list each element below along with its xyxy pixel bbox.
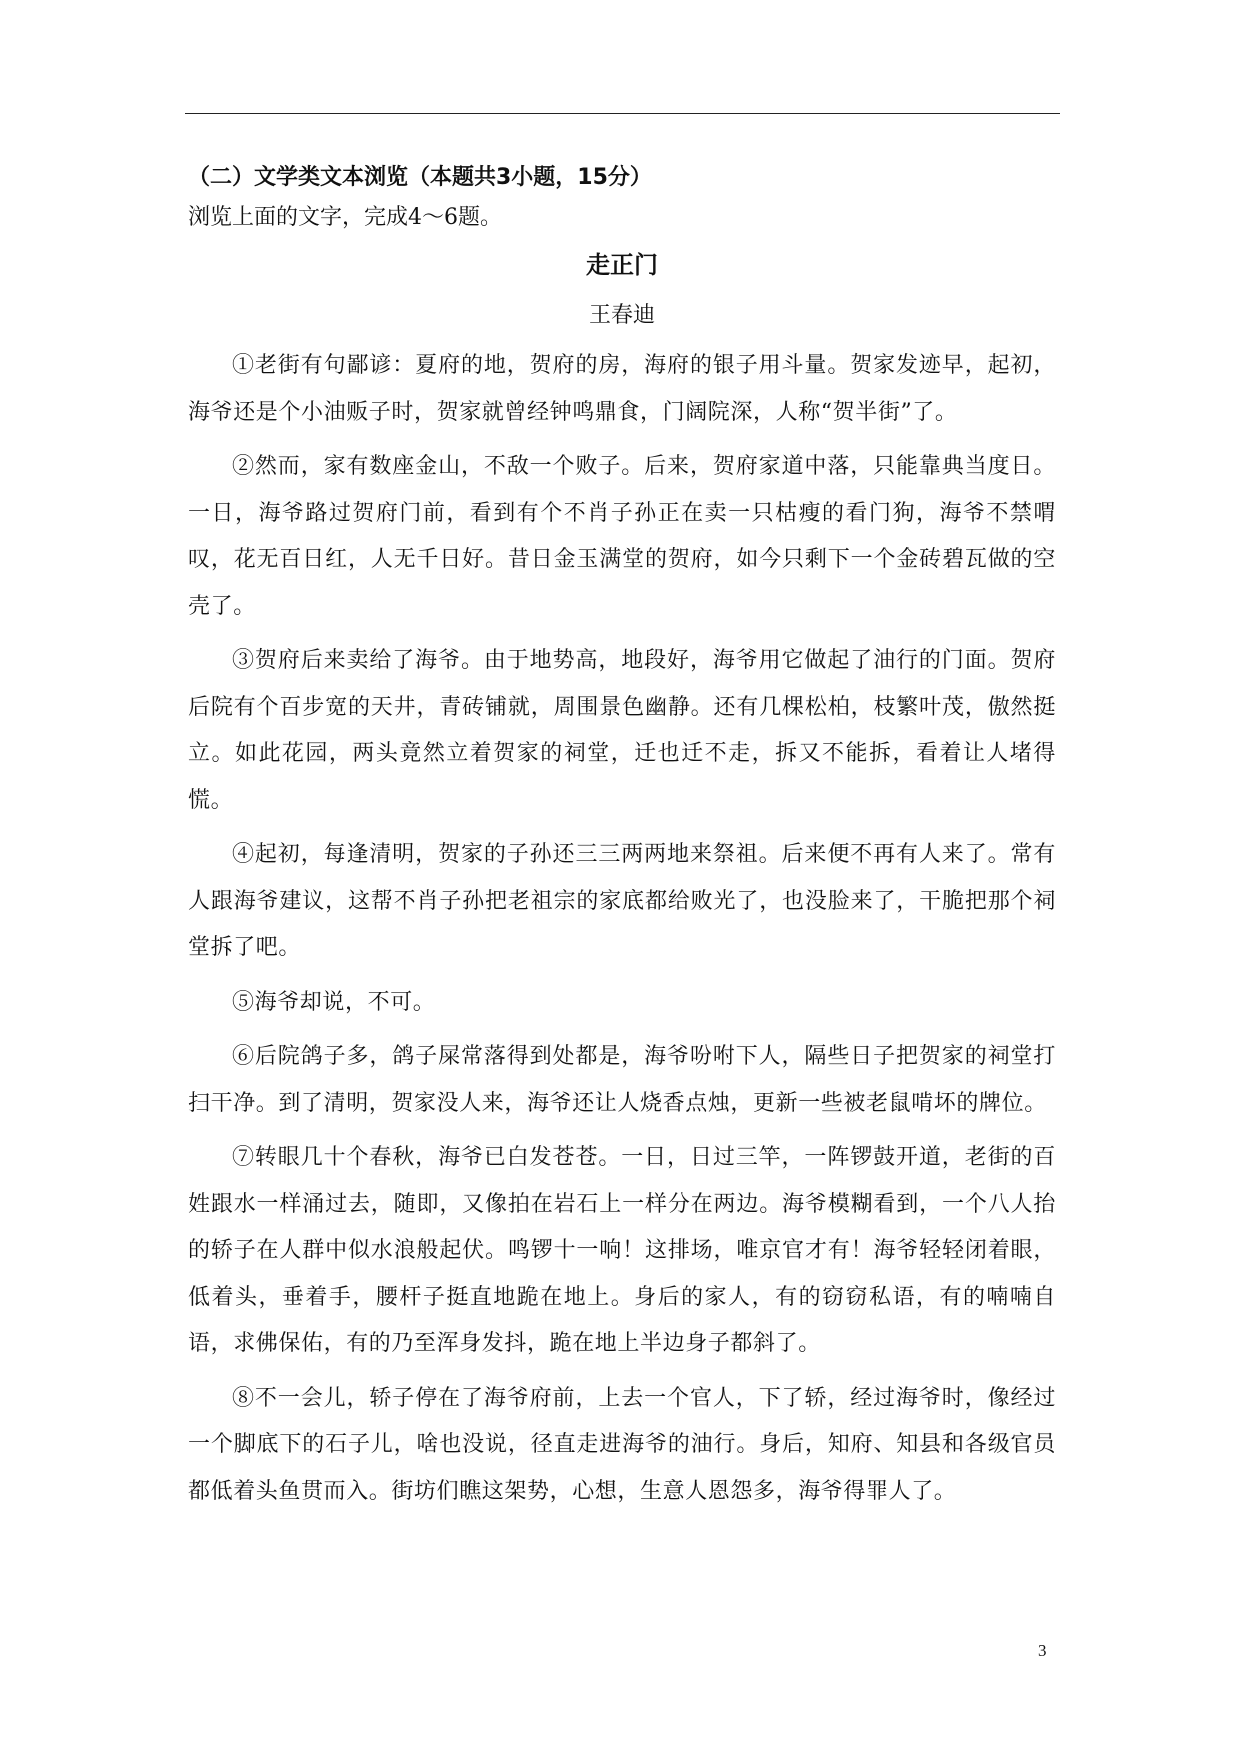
paragraph-5: ⑤海爷却说，不可。 <box>232 989 436 1015</box>
article-title: 走正门 <box>586 251 658 279</box>
page-number: 3 <box>1038 1641 1047 1660</box>
paragraph-4: ④起初，每逢清明，贺家的子孙还三三两两地来祭祖。后来便不再有人来了。常有人跟海爷建议，这帮不肖子孙把老祖宗的家底都给败光了，也没脸来了，干脆把那个祠堂拆了吧。 <box>188 842 1056 960</box>
header-rule <box>185 113 1060 114</box>
paragraph-8: ⑧不一会儿，轿子停在了海爷府前，上去一个官人，下了轿，经过海爷时，像经过一个脚底下的石子儿，啥也没说，径直走进海爷的油行。身后，知府、知县和各级官员都低着头鱼贯而入。街坊们瞧这架势，心想，生意人恩怨多，海爷得罪人了。 <box>188 1385 1056 1504</box>
paragraph-1: ①老街有句鄙谚：夏府的地，贺府的房，海府的银子用斗量。贺家发迹早，起初，海爷还是个小油贩子时，贺家就曾经钟鸣鼎食，门阔院深，人称“贺半街”了。 <box>188 353 1056 425</box>
paragraph-3: ③贺府后来卖给了海爷。由于地势高，地段好，海爷用它做起了油行的门面。贺府后院有个百步宽的天井，青砖铺就，周围景色幽静。还有几棵松柏，枝繁叶茂，傲然挺立。如此花园，两头竟然立着贺家的祠堂，迁也迁不走，拆又不能拆，看着让人堵得慌。 <box>188 648 1056 813</box>
page-content <box>188 158 1056 1523</box>
paragraph-2: ②然而，家有数座金山，不敌一个败子。后来，贺府家道中落，只能靠典当度日。一日，海爷路过贺府门前，看到有个不肖子孙正在卖一只枯瘦的看门狗，海爷不禁喟叹，花无百日红，人无千日好。昔日金玉满堂的贺府，如今只剩下一个金砖碧瓦做的空壳了。 <box>188 454 1056 619</box>
section-heading: （二）文学类文本浏览（本题共3小题，15分） <box>188 165 652 190</box>
instruction-text: 浏览上面的文字，完成4～6题。 <box>188 205 502 230</box>
paragraph-6: ⑥后院鸽子多，鸽子屎常落得到处都是，海爷吩咐下人，隔些日子把贺家的祠堂打扫干净。到了清明，贺家没人来，海爷还让人烧香点烛，更新一些被老鼠啃坏的牌位。 <box>188 1044 1056 1116</box>
paragraph-7: ⑦转眼几十个春秋，海爷已白发苍苍。一日，日过三竿，一阵锣鼓开道，老街的百姓跟水一样涌过去，随即，又像拍在岩石上一样分在两边。海爷模糊看到，一个八人抬的轿子在人群中似水浪般起伏。鸣锣十一响！这排场，唯京官才有！海爷轻轻闭着眼，低着头，垂着手，腰杆子挺直地跪在地上。身后的家人，有的窃窃私语，有的喃喃自语，求佛保佑，有的乃至浑身发抖，跪在地上半边身子都斜了。 <box>188 1145 1056 1356</box>
article-author: 王春迪 <box>588 303 655 328</box>
